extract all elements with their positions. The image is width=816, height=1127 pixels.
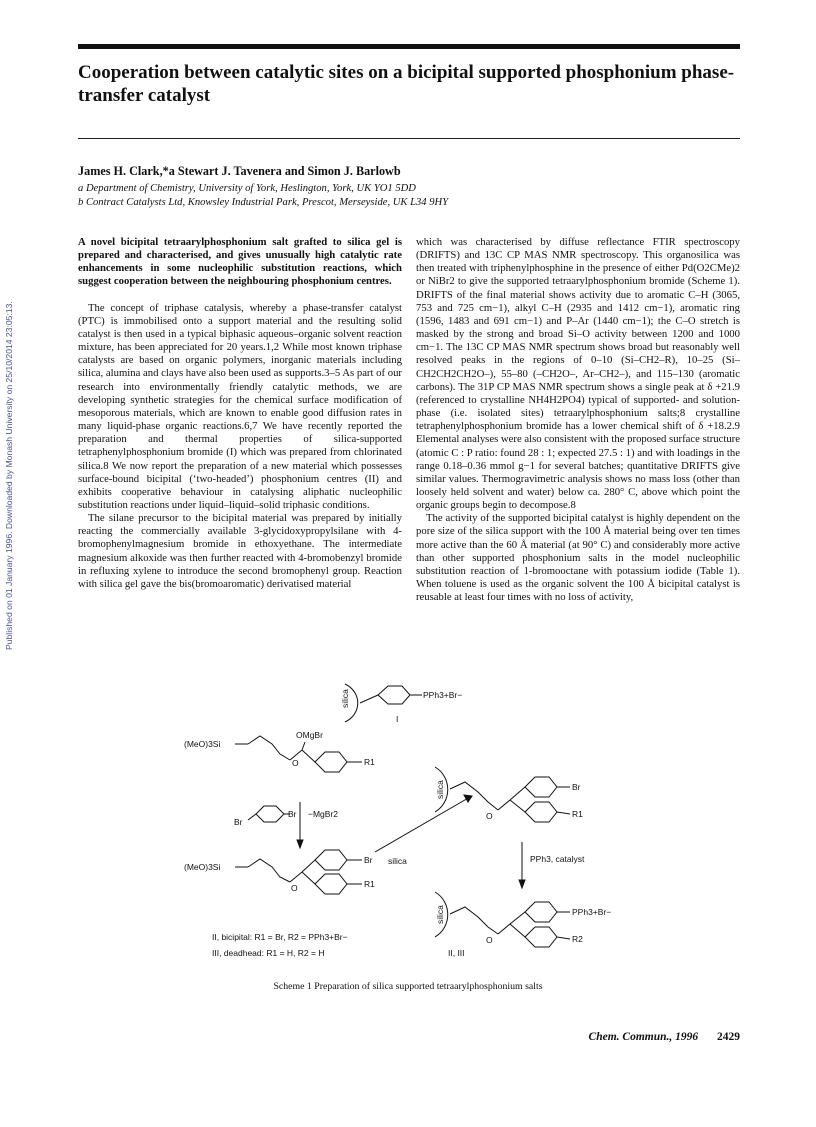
benzene-ring xyxy=(525,802,557,822)
affiliation-a: a Department of Chemistry, University of York, Heslington, York, UK YO1 5DD xyxy=(78,183,416,194)
article-title: Cooperation between catalytic sites on a bicipital supported phosphonium phase-transfer catalyst xyxy=(78,62,735,106)
download-note: Published on 01 January 1996. Downloaded by Monash University on 25/10/2014 23:05:13. xyxy=(4,301,14,650)
body-paragraph: which was characterised by diffuse reflectance FTIR spectroscopy (DRIFTS) and 13C CP MAS NMR spectroscopy. This organosilica was then treated with triphenylphosphine in the presence of either Pd(O2CMe)2 or NiBr2 to give the supported tetraarylphosphonium bromide (Scheme 1). DRIFTS of the final material shows activity due to aromatic C–H (3065, 753 and 725 cm−1), alkyl C–H (2935 and 1412 cm−1), aromatic ring (1596, 1483 and 691 cm−1) and P–Ar (1440 cm−1); the C–O stretch is masked by the strong and broad Si–O activity between 1200 and 1000 cm−1. The 13C CP MAS NMR spectrum shows broad but reasonably well resolved peaks in the regions of 0–10 (Si–CH2–R), 10–25 (Si–CH2CH2CH2O–), 55–80 (–CH2O–, Ar–CH2–), and 115–130 (aromatic carbons). The 31P CP MAS NMR spectrum shows a single peak at δ +21.9 (referenced to crystalline NH4H2PO4) typical of supported- and solution-phase (i.e. isolated sites) tetraarylphosphonium salts;8 crystalline tetraphenylphosphonium bromide has a lower chemical shift of δ +18.2.9 Elemental analyses were also consistent with the proposed surface structure (atomic C : P ratio: found 28 : 1; expected 27.5 : 1) and with loadings in the range 0.18–0.36 mmol g−1 for several batches; quantitative DRIFTS give similar values. Thermogravimetric analysis shows no mass loss (other than loosely held solvent and water) below ca. 280° C, above which point the organic groups begin to decompose.8 xyxy=(416,236,740,512)
benzene-ring xyxy=(315,874,347,894)
page-footer xyxy=(0,1031,740,1043)
journal-name: Chem. Commun., 1996 xyxy=(588,1031,699,1043)
legend-ii: II, bicipital: R1 = Br, R2 = PPh3+Br− xyxy=(212,932,348,942)
right-column xyxy=(416,236,740,604)
r2-label: R2 xyxy=(572,934,583,944)
compound-i-label: I xyxy=(396,714,399,724)
silica-label: silica xyxy=(435,905,445,924)
br-label: Br xyxy=(234,817,243,827)
silica-label: silica xyxy=(435,780,445,799)
meo3si-label: (MeO)3Si xyxy=(184,739,221,749)
o-label: O xyxy=(486,935,493,945)
benzene-ring xyxy=(256,806,284,822)
o-label: O xyxy=(291,883,298,893)
legend-iii: III, deadhead: R1 = H, R2 = H xyxy=(212,948,325,958)
silica-label: silica xyxy=(388,856,407,866)
r1-label: R1 xyxy=(364,879,375,889)
benzene-ring xyxy=(315,752,347,772)
reaction-scheme xyxy=(130,662,690,982)
benzene-ring xyxy=(315,850,347,870)
br-label: Br xyxy=(364,855,373,865)
page-number: 2429 xyxy=(717,1031,740,1043)
top-rule xyxy=(78,44,740,49)
benzene-ring xyxy=(525,902,557,922)
pph3br-label: PPh3+Br− xyxy=(423,690,463,700)
br-label: Br xyxy=(572,782,581,792)
benzene-ring xyxy=(525,927,557,947)
r1-label: R1 xyxy=(364,757,375,767)
benzene-ring xyxy=(378,686,410,704)
r1-label: R1 xyxy=(572,809,583,819)
silica-label: silica xyxy=(340,689,350,708)
author-list: James H. Clark,*a Stewart J. Tavenera and Simon J. Barlowb xyxy=(78,164,401,178)
abstract: A novel bicipital tetraarylphosphonium salt grafted to silica gel is prepared and characterised, and gives unusually high catalytic rate enhancements in some nucleophilic substitution reactions, which suggest cooperation between the neighbouring phosphonium centres. xyxy=(78,236,402,288)
body-paragraph: The concept of triphase catalysis, whereby a phase-transfer catalyst (PTC) is immobilised onto a support material and the resulting solid catalyst is then used in a typical biphasic aqueous–organic solvent reaction mixture, has been appreciated for 20 years.1,2 While most known triphase catalysts are based on organic polymers, inorganic materials including silica, alumina and clays have also been used as supports.3–5 As part of our research into environmentally friendly catalytic methods, we are developing synthetic strategies for the chemical surface modification of mesoporous materials, which are known to enable good diffusion rates in many liquid-phase organic reactions.6,7 We have recently reported the preparation and thermal properties of silica-supported tetraphenylphosphonium bromide (I) which was prepared from chlorinated silica.8 We now report the preparation of a new material which possesses surface-bound bicipital (‘two-headed’) phosphonium centres (II) and exhibits cooperative behaviour in catalysing aliphatic nucleophilic substitution reactions under liquid–liquid–solid triphasic conditions. xyxy=(78,301,402,511)
scheme-caption: Scheme 1 Preparation of silica supported tetraarylphosphonium salts xyxy=(273,981,543,992)
body-paragraph: The silane precursor to the bicipital material was prepared by initially reacting the commercially available 3-glycidoxypropylsilane with 4-bromophenylmagnesium bromide in ethoxyethane. The intermediate magnesium alkoxide was then further reacted with 4-bromobenzyl bromide in refluxing xylene to introduce the second bromophenyl group. Reaction with silica gel gave the bis(bromoaromatic) derivatised material xyxy=(78,512,402,590)
br-label: Br xyxy=(288,809,297,819)
left-column xyxy=(78,236,402,591)
pph3br-label: PPh3+Br− xyxy=(572,907,612,917)
omgbr-label: OMgBr xyxy=(296,730,323,740)
title-rule xyxy=(78,138,740,139)
mgbr2-label: −MgBr2 xyxy=(308,809,338,819)
meo3si-label: (MeO)3Si xyxy=(184,862,221,872)
body-paragraph: The activity of the supported bicipital catalyst is highly dependent on the pore size of the silica support with the 100 Å material being over ten times more active than the 60 Å material (at 90° C) and considerably more active than other supported phosphonium salts in the model nucleophilic substitution reaction of 1-bromooctane with potassium iodide (Table 1). When toluene is used as the organic solvent the 100 Å bicipital catalyst is reusable at least four times with no loss of activity, xyxy=(416,512,740,604)
benzene-ring xyxy=(525,777,557,797)
o-label: O xyxy=(292,758,299,768)
pph3-catalyst-label: PPh3, catalyst xyxy=(530,854,585,864)
o-label: O xyxy=(486,811,493,821)
affiliation-b: b Contract Catalysts Ltd, Knowsley Industrial Park, Prescot, Merseyside, UK L34 9HY xyxy=(78,197,449,208)
compound-ii-iii-label: II, III xyxy=(448,948,465,958)
